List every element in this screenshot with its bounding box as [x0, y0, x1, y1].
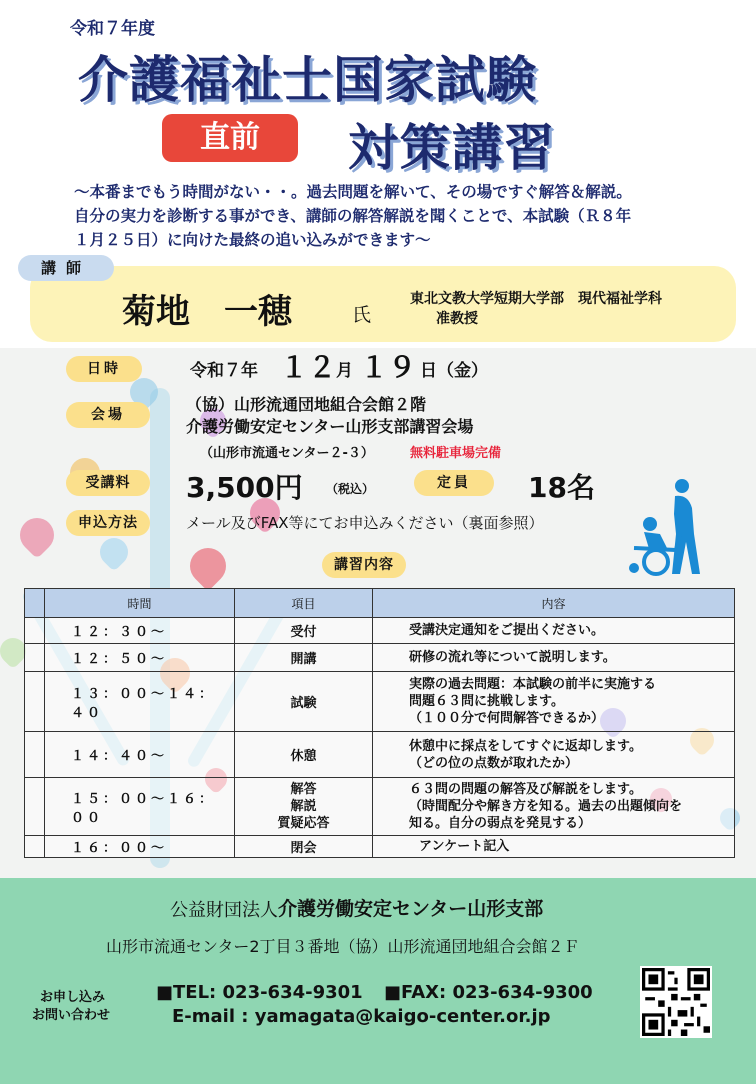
fee-label: 受講料	[66, 470, 150, 496]
row-desc: 受講決定通知をご提出ください。	[373, 618, 735, 644]
date-prefix: 令和７年	[190, 361, 258, 381]
venue-label: 会場	[66, 402, 150, 428]
fee-tax: （税込）	[326, 482, 375, 496]
table-row	[25, 618, 735, 644]
header-item: 項目	[235, 589, 373, 618]
page-title-line1: 介護福祉士国家試験	[78, 51, 537, 109]
lecturer-suffix: 氏	[352, 304, 372, 326]
date-month-unit: 月	[336, 361, 353, 381]
fax-number: ■FAX: 023-634-9300	[384, 982, 593, 1003]
contact-label-1: お申し込み	[40, 990, 106, 1005]
parking-note: 無料駐車場完備	[410, 446, 502, 461]
row-desc: 研修の流れ等について説明します。	[373, 644, 735, 672]
row-time: １５：００～１６：００	[45, 778, 235, 836]
tel-number: ■TEL: 023-634-9301	[156, 982, 363, 1003]
table-row	[25, 836, 735, 858]
intro-line-1: ～本番までもう時間がない・・。過去問題を解いて、その場ですぐ解答＆解説。	[74, 183, 632, 201]
table-row	[25, 644, 735, 672]
header-time: 時間	[45, 589, 235, 618]
venue-line1: （協）山形流通団地組合会館２階	[186, 395, 427, 414]
header-desc: 内容	[373, 589, 735, 618]
date-month: １２	[280, 351, 337, 384]
caregiver-wheelchair-icon	[620, 478, 720, 578]
row-item: 開講	[235, 644, 373, 672]
row-item: 休憩	[235, 732, 373, 778]
content-label: 講習内容	[322, 552, 406, 578]
row-time: １２：３０～	[45, 618, 235, 644]
row-item: 試験	[235, 672, 373, 732]
lecturer-label: 講師	[18, 255, 114, 281]
row-time: １６：００～	[45, 836, 235, 858]
capacity-label: 定員	[414, 470, 494, 496]
lecturer-title: 准教授	[436, 311, 478, 327]
schedule-table	[24, 588, 734, 864]
org-prefix: 公益財団法人	[170, 900, 278, 921]
row-desc: 休憩中に採点をしてすぐに返却します。 （どの位の点数が取れたか）	[373, 732, 735, 778]
table-row	[25, 778, 735, 836]
email-address: E-mail : yamagata@kaigo-center.or.jp	[172, 1006, 551, 1027]
year-label: 令和７年度	[70, 19, 155, 39]
org-address: 山形市流通センター2丁目３番地（協）山形流通団地組合会館２Ｆ	[106, 937, 580, 956]
contact-label-2: お問い合わせ	[32, 1008, 111, 1023]
capacity-value: 18名	[528, 471, 595, 504]
apply-label: 申込方法	[66, 510, 150, 536]
row-time: １３：００～１４：４０	[45, 672, 235, 732]
row-item: 閉会	[235, 836, 373, 858]
venue-line2: 介護労働安定センター山形支部講習会場	[186, 417, 474, 436]
fee-amount: 3,500円	[186, 471, 303, 504]
page-title-line2: 対策講習	[348, 119, 556, 177]
apply-method: メール及びFAX等にてお申込みください（裏面参照）	[186, 514, 544, 532]
lecturer-affiliation: 東北文教大学短期大学部 現代福祉学科	[410, 291, 662, 307]
row-time: １２：５０～	[45, 644, 235, 672]
lecturer-name: 菊地 一穂	[122, 292, 292, 332]
row-item: 解答 解説 質疑応答	[235, 778, 373, 836]
row-item: 受付	[235, 618, 373, 644]
intro-line-3: １月２５日）に向けた最終の追い込みができます～	[74, 231, 431, 249]
table-row	[25, 732, 735, 778]
org-name: 介護労働安定センター山形支部	[278, 898, 544, 920]
badge-chokuzen: 直前	[162, 114, 298, 162]
row-desc: ６３問の問題の解答及び解説をします。 （時間配分や解き方を知る。過去の出題傾向を 知る。自分の弱点を発見する）	[373, 778, 735, 836]
qr-code-icon[interactable]	[640, 966, 712, 1038]
date-day: １９	[360, 351, 417, 384]
row-desc: 実際の過去問題：本試験の前半に実施する 問題６３問に挑戦します。 （１００分で何問解答できるか）	[373, 672, 735, 732]
date-label: 日時	[66, 356, 142, 382]
intro-line-2: 自分の実力を診断する事ができ、講師の解答解説を聞くことで、本試験（Ｒ８年	[74, 207, 632, 225]
table-row	[25, 672, 735, 732]
row-desc: アンケート記入	[373, 836, 735, 858]
venue-address: （山形市流通センター２-３）	[200, 446, 374, 461]
table-header-row	[25, 589, 735, 618]
row-time: １４：４０～	[45, 732, 235, 778]
date-day-unit: 日（金）	[420, 361, 488, 381]
